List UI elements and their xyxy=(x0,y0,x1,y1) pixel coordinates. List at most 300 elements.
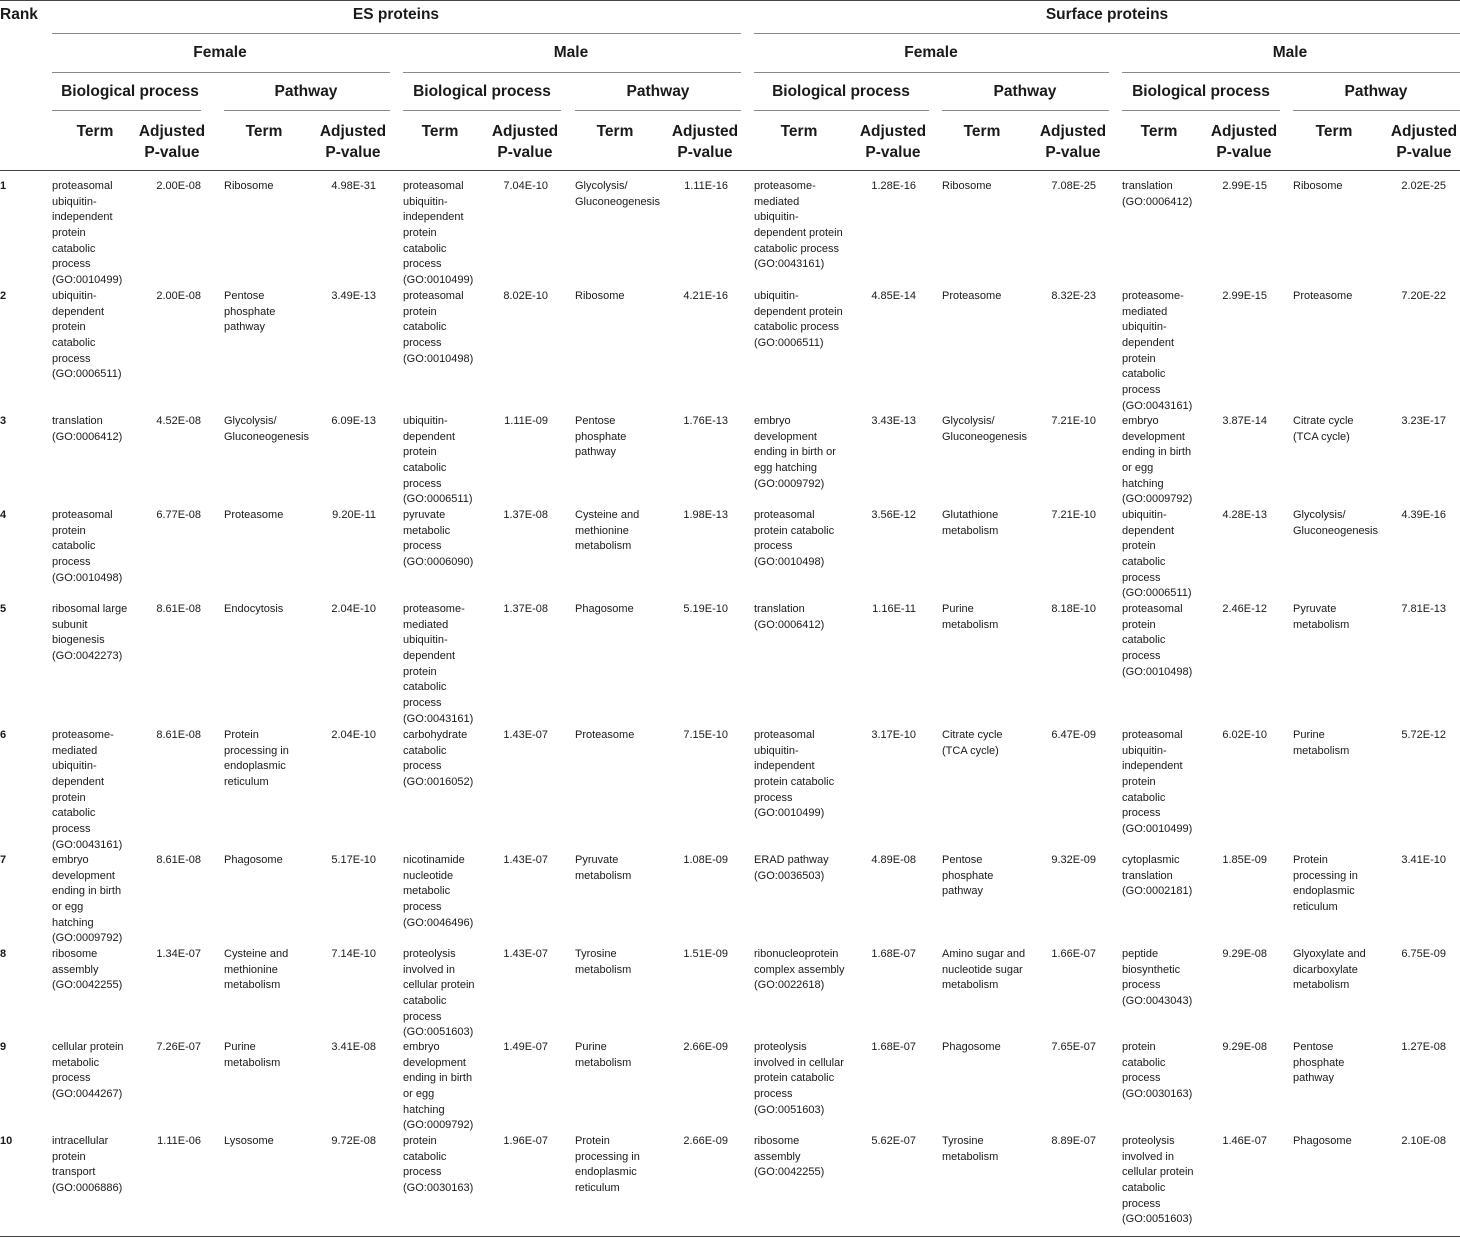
term-line: Pyruvate xyxy=(1293,603,1337,615)
term-line: ubiquitin- xyxy=(754,744,799,757)
term-line: process xyxy=(1122,807,1161,820)
pvalue-label: P-value xyxy=(1396,144,1452,161)
term-line: protein xyxy=(52,791,86,804)
term-cell xyxy=(1293,1040,1344,1087)
term-line: (TCA cycle) xyxy=(942,744,999,757)
pvalue-cell: 4.28E-13 xyxy=(1222,509,1267,521)
term-line: Pentose xyxy=(224,290,265,302)
rule-line xyxy=(1122,72,1460,73)
pvalue-cell: 3.49E-13 xyxy=(331,290,376,302)
term-line: mediated xyxy=(754,195,800,208)
rule-line xyxy=(1293,110,1460,111)
pvalue-cell: 1.11E-16 xyxy=(684,180,728,192)
pvalue-cell: 2.99E-15 xyxy=(1222,290,1267,302)
term-line: proteasome- xyxy=(52,729,114,741)
category-header: Pathway xyxy=(274,83,338,100)
term-line: hatching xyxy=(1122,477,1164,490)
term-line: (GO:0009792) xyxy=(52,932,123,945)
term-line: metabolism xyxy=(942,1150,999,1163)
rule-line xyxy=(403,110,561,111)
term-line: (GO:0010499) xyxy=(403,274,474,287)
term-cell xyxy=(754,853,829,884)
term-cell xyxy=(403,179,473,289)
term-line: Proteasome xyxy=(224,509,284,521)
term-line: (GO:0006090) xyxy=(403,556,474,569)
term-line: protein xyxy=(52,321,86,334)
term-line: metabolism xyxy=(575,963,632,976)
term-line: embryo xyxy=(403,1041,440,1053)
term-line: catabolic xyxy=(1122,791,1166,804)
term-line: Glycolysis/ xyxy=(575,180,628,192)
term-cell xyxy=(1293,728,1349,759)
term-line: (GO:0051603) xyxy=(403,1026,474,1039)
term-line: Pentose xyxy=(942,854,983,866)
term-line: proteolysis xyxy=(1122,1135,1175,1147)
pvalue-cell: 1.66E-07 xyxy=(1051,948,1096,960)
term-line: process xyxy=(754,540,793,553)
term-line: process xyxy=(52,1072,91,1085)
term-line: metabolism xyxy=(1293,618,1350,631)
term-header: Term xyxy=(1140,123,1178,140)
term-line: development xyxy=(403,1056,466,1069)
term-line: Proteasome xyxy=(575,729,635,741)
term-line: or egg xyxy=(52,901,84,914)
term-line: (GO:0044267) xyxy=(52,1088,123,1101)
term-line: nicotinamide xyxy=(403,854,465,866)
term-line: dependent xyxy=(1122,524,1174,537)
term-line: catabolic xyxy=(1122,368,1166,381)
term-line: embryo xyxy=(52,854,89,866)
term-line: peptide xyxy=(1122,948,1159,960)
term-line: reticulum xyxy=(1293,901,1338,914)
term-cell xyxy=(52,728,122,854)
term-line: cellular protein xyxy=(403,979,475,992)
term-cell xyxy=(754,508,834,571)
term-line: protein catabolic xyxy=(754,1072,835,1085)
pvalue-cell: 8.61E-08 xyxy=(156,603,201,615)
pvalue-cell: 8.02E-10 xyxy=(503,290,548,302)
term-line: Purine xyxy=(1293,729,1325,741)
term-line: cytoplasmic xyxy=(1122,854,1180,866)
pvalue-cell: 7.15E-10 xyxy=(683,729,728,741)
term-line: process xyxy=(52,556,91,569)
pvalue-cell: 1.76E-13 xyxy=(683,415,728,427)
term-line: embryo xyxy=(1122,415,1159,427)
pvalue-cell: 1.43E-07 xyxy=(503,729,548,741)
pvalue-cell: 4.98E-31 xyxy=(331,180,376,192)
rule-line xyxy=(0,170,1460,171)
adjusted-label: Adjusted xyxy=(1210,123,1278,140)
rank-cell: 8 xyxy=(0,948,7,960)
adjusted-pvalue-header xyxy=(1023,121,1123,163)
term-line: proteasomal xyxy=(754,729,815,741)
term-header: Term xyxy=(421,123,459,140)
sex-header: Male xyxy=(553,44,589,61)
term-line: catabolic xyxy=(403,321,447,334)
pvalue-cell: 8.61E-08 xyxy=(156,854,201,866)
term-line: pathway xyxy=(575,446,616,459)
pvalue-label: P-value xyxy=(1216,144,1272,161)
term-cell xyxy=(224,179,274,195)
term-line: catabolic process xyxy=(754,321,839,334)
term-line: ubiquitin- xyxy=(754,290,799,302)
adjusted-pvalue-header xyxy=(1374,121,1460,163)
pvalue-cell: 1.34E-07 xyxy=(156,948,201,960)
term-line: process xyxy=(52,823,91,836)
term-line: metabolic xyxy=(403,524,451,537)
term-line: protein catabolic xyxy=(754,776,835,789)
term-line: biogenesis xyxy=(52,634,105,647)
term-line: protein xyxy=(1122,540,1156,553)
term-line: nucleotide sugar xyxy=(942,963,1023,976)
pvalue-cell: 2.04E-10 xyxy=(331,729,376,741)
pvalue-cell: 6.09E-13 xyxy=(331,415,376,427)
category-header: Biological process xyxy=(772,83,910,100)
pvalue-cell: 6.77E-08 xyxy=(156,509,201,521)
term-line: dependent xyxy=(403,650,455,663)
term-line: Citrate cycle xyxy=(1293,415,1354,427)
pvalue-cell: 5.62E-07 xyxy=(871,1135,916,1147)
pvalue-cell: 4.39E-16 xyxy=(1401,509,1446,521)
pvalue-cell: 2.46E-12 xyxy=(1222,603,1267,615)
term-line: (GO:0010499) xyxy=(52,274,123,287)
pvalue-cell: 1.37E-08 xyxy=(503,509,548,521)
rank-header: Rank xyxy=(0,6,38,23)
term-line: process xyxy=(403,477,442,490)
pvalue-cell: 4.85E-14 xyxy=(871,290,916,302)
term-cell xyxy=(224,853,283,869)
term-line: Phagosome xyxy=(942,1041,1001,1053)
term-line: independent xyxy=(403,211,464,224)
adjusted-pvalue-header xyxy=(655,121,755,163)
term-line: process xyxy=(52,258,91,271)
term-line: dependent protein xyxy=(754,227,843,240)
pvalue-cell: 7.26E-07 xyxy=(156,1041,201,1053)
term-line: assembly xyxy=(52,963,99,976)
term-cell xyxy=(942,853,993,900)
term-cell xyxy=(575,414,626,461)
term-line: ribosome xyxy=(754,1135,800,1147)
term-line: (GO:0010498) xyxy=(403,352,474,365)
term-line: Tyrosine xyxy=(942,1135,984,1147)
term-line: Proteasome xyxy=(1293,290,1353,302)
term-line: dependent xyxy=(1122,337,1174,350)
term-header: Term xyxy=(963,123,1001,140)
term-line: protein xyxy=(52,227,86,240)
term-cell xyxy=(754,602,824,633)
term-line: catabolic xyxy=(1122,556,1166,569)
term-cell xyxy=(575,508,639,555)
term-line: independent xyxy=(52,211,113,224)
term-header: Term xyxy=(780,123,818,140)
term-cell xyxy=(575,602,634,618)
rule-line xyxy=(0,1236,1460,1237)
pvalue-label: P-value xyxy=(865,144,921,161)
pvalue-cell: 7.21E-10 xyxy=(1051,509,1096,521)
term-line: (GO:0036503) xyxy=(754,869,825,882)
term-line: Lysosome xyxy=(224,1135,274,1147)
pvalue-cell: 1.68E-07 xyxy=(871,948,916,960)
term-line: cellular protein xyxy=(52,1041,124,1053)
term-line: proteasomal xyxy=(1122,729,1183,741)
pvalue-cell: 1.68E-07 xyxy=(871,1041,916,1053)
term-line: metabolism xyxy=(224,1056,281,1069)
term-line: Purine xyxy=(942,603,974,615)
term-line: metabolic xyxy=(52,1056,100,1069)
term-line: dependent protein xyxy=(754,305,843,318)
pvalue-cell: 9.29E-08 xyxy=(1222,1041,1267,1053)
term-line: Protein xyxy=(575,1135,610,1147)
term-line: catabolic xyxy=(403,242,447,255)
rule-line xyxy=(575,110,741,111)
rule-line xyxy=(754,110,929,111)
term-line: proteasomal xyxy=(403,290,464,302)
pvalue-cell: 8.89E-07 xyxy=(1051,1135,1096,1147)
pvalue-cell: 1.46E-07 xyxy=(1222,1135,1267,1147)
term-cell xyxy=(942,728,1003,759)
term-line: (GO:0030163) xyxy=(1122,1088,1193,1101)
term-line: (GO:0009792) xyxy=(403,1119,474,1132)
term-cell xyxy=(575,1134,640,1197)
pvalue-cell: 7.21E-10 xyxy=(1051,415,1096,427)
term-line: ending in birth or xyxy=(754,446,836,459)
term-line: (GO:0002181) xyxy=(1122,885,1193,898)
term-line: Pentose xyxy=(575,415,616,427)
pvalue-cell: 8.18E-10 xyxy=(1051,603,1096,615)
term-line: process xyxy=(403,760,442,773)
category-header: Pathway xyxy=(993,83,1057,100)
term-cell xyxy=(1293,179,1343,195)
term-line: Gluconeogenesis xyxy=(942,430,1028,443)
term-header: Term xyxy=(1315,123,1353,140)
adjusted-pvalue-header xyxy=(122,121,222,163)
term-line: process xyxy=(403,258,442,271)
term-line: dependent xyxy=(52,776,104,789)
term-line: process xyxy=(403,1166,442,1179)
term-cell xyxy=(403,947,475,1041)
term-line: (GO:0043161) xyxy=(403,712,474,725)
term-line: Ribosome xyxy=(575,290,625,302)
term-line: protein xyxy=(403,446,437,459)
term-line: protein xyxy=(52,1150,86,1163)
pvalue-cell: 1.43E-07 xyxy=(503,854,548,866)
term-line: (GO:0022618) xyxy=(754,979,825,992)
term-line: Ribosome xyxy=(942,180,992,192)
term-line: phosphate xyxy=(942,869,994,882)
rule-line xyxy=(403,72,741,73)
term-line: proteasomal xyxy=(52,509,113,521)
term-cell xyxy=(224,728,289,791)
term-cell xyxy=(224,1134,274,1150)
term-line: protein xyxy=(1122,1041,1156,1053)
pvalue-cell: 6.47E-09 xyxy=(1051,729,1096,741)
pvalue-cell: 1.51E-09 xyxy=(683,948,728,960)
term-line: processing in xyxy=(1293,869,1358,882)
term-cell xyxy=(403,1040,473,1134)
term-line: (GO:0006511) xyxy=(403,493,473,506)
term-line: embryo xyxy=(754,415,791,427)
term-line: Glutathione xyxy=(942,509,999,521)
term-line: proteasomal xyxy=(52,180,113,192)
pvalue-cell: 1.08E-09 xyxy=(683,854,728,866)
term-cell xyxy=(403,414,473,508)
group-header: Surface proteins xyxy=(1045,6,1169,23)
pvalue-cell: 1.85E-09 xyxy=(1222,854,1267,866)
term-line: protein xyxy=(1122,618,1156,631)
term-line: (GO:0006511) xyxy=(1122,587,1192,600)
pvalue-cell: 2.66E-09 xyxy=(683,1041,728,1053)
pvalue-cell: 7.04E-10 xyxy=(503,180,548,192)
rule-line xyxy=(52,33,741,34)
term-line: process xyxy=(754,791,793,804)
term-line: Glycolysis/ xyxy=(224,415,277,427)
term-line: metabolism xyxy=(942,524,999,537)
pvalue-cell: 2.66E-09 xyxy=(683,1135,728,1147)
term-line: (GO:0006412) xyxy=(52,430,123,443)
term-line: protein xyxy=(52,524,86,537)
term-cell xyxy=(1122,414,1192,508)
term-cell xyxy=(942,602,998,633)
term-cell xyxy=(52,853,122,947)
term-cell xyxy=(403,602,473,728)
term-line: involved in xyxy=(403,963,455,976)
term-line: Phagosome xyxy=(575,603,634,615)
term-line: processing in xyxy=(575,1150,640,1163)
term-cell xyxy=(942,289,1001,305)
term-line: hatching xyxy=(52,916,94,929)
term-line: (GO:0010499) xyxy=(1122,823,1193,836)
term-line: Protein xyxy=(224,729,259,741)
rule-line xyxy=(754,33,1460,34)
term-line: Gluconeogenesis xyxy=(1293,524,1379,537)
term-line: process xyxy=(403,901,442,914)
term-line: catabolic xyxy=(1122,1182,1166,1195)
term-line: (TCA cycle) xyxy=(1293,430,1350,443)
pvalue-cell: 1.98E-13 xyxy=(683,509,728,521)
term-cell xyxy=(575,853,631,884)
term-line: transport xyxy=(52,1166,96,1179)
rank-cell: 2 xyxy=(0,290,7,302)
term-line: Gluconeogenesis xyxy=(575,195,661,208)
term-line: pathway xyxy=(1293,1072,1334,1085)
term-line: catabolic xyxy=(403,681,447,694)
term-line: (GO:0043161) xyxy=(52,838,123,851)
term-line: phosphate xyxy=(1293,1056,1345,1069)
term-line: Phagosome xyxy=(224,854,283,866)
adjusted-pvalue-header xyxy=(1194,121,1294,163)
term-line: process xyxy=(403,337,442,350)
pvalue-cell: 1.27E-08 xyxy=(1401,1041,1446,1053)
pvalue-cell: 7.20E-22 xyxy=(1401,290,1446,302)
term-line: metabolism xyxy=(1293,744,1350,757)
term-line: egg hatching xyxy=(754,462,817,475)
term-line: proteolysis xyxy=(403,948,456,960)
term-line: (GO:0010498) xyxy=(1122,665,1193,678)
term-line: ribonucleoprotein xyxy=(754,948,839,960)
term-line: (GO:0006412) xyxy=(754,618,825,631)
term-line: nucleotide xyxy=(403,869,454,882)
term-line: ubiquitin- xyxy=(403,415,448,427)
term-line: pyruvate xyxy=(403,509,446,521)
pvalue-cell: 1.37E-08 xyxy=(503,603,548,615)
adjusted-label: Adjusted xyxy=(1039,123,1107,140)
term-line: complex assembly xyxy=(754,963,845,976)
term-line: process xyxy=(403,540,442,553)
term-cell xyxy=(1293,414,1354,445)
pvalue-cell: 1.16E-11 xyxy=(872,603,916,615)
term-line: involved in xyxy=(1122,1150,1174,1163)
rule-line xyxy=(52,110,201,111)
term-line: ending in birth xyxy=(1122,446,1192,459)
pvalue-cell: 4.52E-08 xyxy=(156,415,201,427)
term-line: development xyxy=(754,430,817,443)
term-line: development xyxy=(1122,430,1185,443)
pvalue-cell: 5.17E-10 xyxy=(331,854,376,866)
term-cell xyxy=(575,728,634,744)
term-line: proteolysis xyxy=(754,1041,807,1053)
term-line: (GO:0051603) xyxy=(1122,1213,1193,1226)
term-line: (GO:0046496) xyxy=(403,916,474,929)
category-header: Pathway xyxy=(626,83,690,100)
term-line: reticulum xyxy=(575,1182,620,1195)
term-cell xyxy=(1293,289,1352,305)
term-line: protein xyxy=(403,1135,437,1147)
rule-line xyxy=(754,72,1109,73)
term-line: metabolism xyxy=(575,869,632,882)
term-line: (GO:0009792) xyxy=(1122,493,1193,506)
rule-line xyxy=(942,110,1109,111)
term-line: independent xyxy=(1122,760,1183,773)
term-line: Tyrosine xyxy=(575,948,617,960)
pvalue-cell: 9.72E-08 xyxy=(331,1135,376,1147)
term-line: endoplasmic xyxy=(1293,885,1355,898)
pvalue-cell: 1.49E-07 xyxy=(503,1041,548,1053)
term-line: process xyxy=(1122,979,1161,992)
rule-line xyxy=(1122,110,1280,111)
term-cell xyxy=(942,1040,1001,1056)
term-line: proteasomal xyxy=(403,180,464,192)
term-line: Cysteine and xyxy=(224,948,289,960)
category-header: Biological process xyxy=(413,83,551,100)
term-line: Glycolysis/ xyxy=(942,415,995,427)
pvalue-cell: 8.61E-08 xyxy=(156,729,201,741)
pvalue-label: P-value xyxy=(677,144,733,161)
term-line: (GO:0042273) xyxy=(52,650,123,663)
term-cell xyxy=(224,1040,280,1071)
pvalue-cell: 6.02E-10 xyxy=(1222,729,1267,741)
pvalue-cell: 2.00E-08 xyxy=(156,180,201,192)
term-line: translation xyxy=(52,415,103,427)
term-line: Ribosome xyxy=(224,180,274,192)
term-line: Amino sugar and xyxy=(942,948,1026,960)
term-cell xyxy=(942,1134,998,1165)
term-line: pathway xyxy=(224,321,265,334)
term-line: catabolic xyxy=(403,1150,447,1163)
term-line: mediated xyxy=(1122,305,1168,318)
term-line: proteasomal xyxy=(1122,603,1183,615)
pvalue-cell: 7.65E-07 xyxy=(1051,1041,1096,1053)
pvalue-cell: 7.08E-25 xyxy=(1051,180,1096,192)
term-line: process xyxy=(754,1088,793,1101)
pvalue-cell: 4.89E-08 xyxy=(871,854,916,866)
pvalue-cell: 5.72E-12 xyxy=(1401,729,1446,741)
pvalue-label: P-value xyxy=(1045,144,1101,161)
pvalue-cell: 1.11E-06 xyxy=(157,1135,201,1147)
term-cell xyxy=(575,1040,631,1071)
term-line: process xyxy=(1122,650,1161,663)
pvalue-cell: 2.04E-10 xyxy=(331,603,376,615)
term-cell xyxy=(52,289,122,383)
